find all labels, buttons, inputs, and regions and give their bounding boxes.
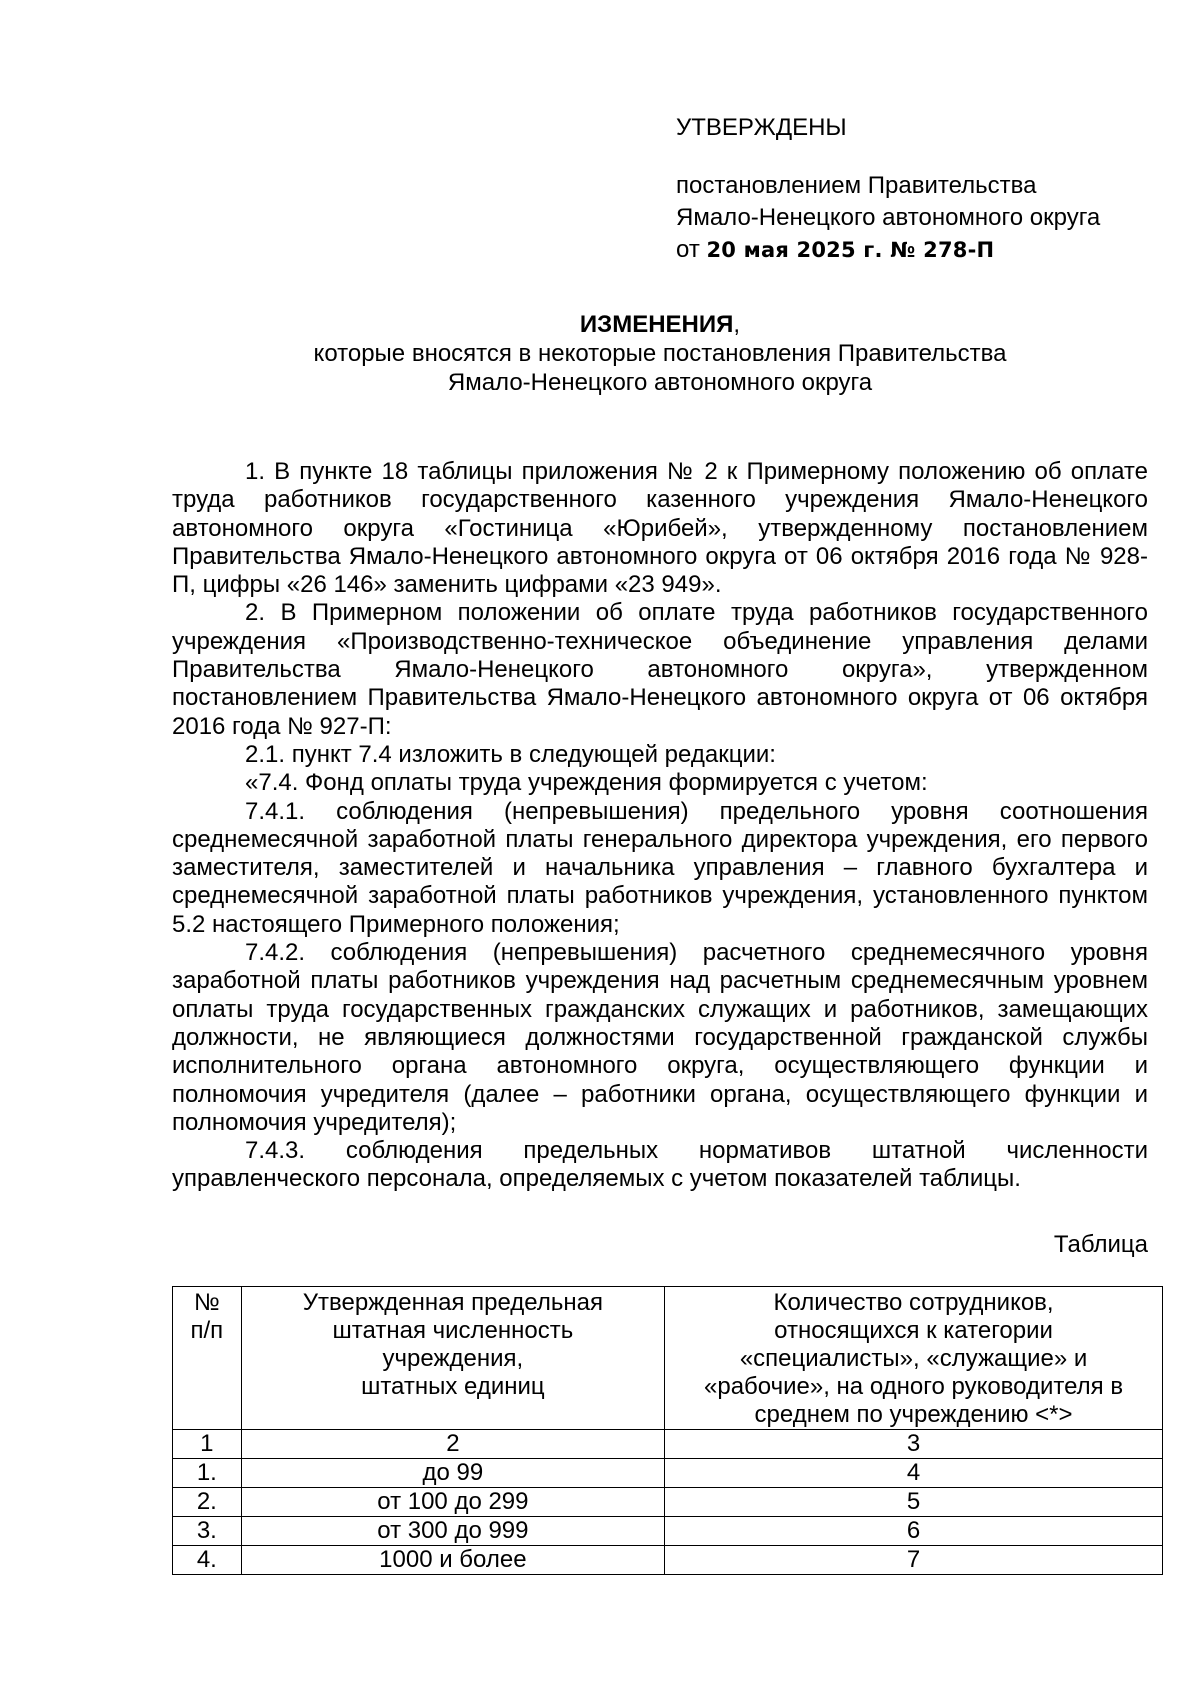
table-cell: 2. [173,1488,242,1517]
table-row [173,1546,1163,1575]
table-cell: 3. [173,1517,242,1546]
header-employees-per-manager: Количество сотрудников, относящихся к категории «специалисты», «служащие» и «рабочие», на одного руководителя в среднем по учреждению <*> [665,1287,1163,1430]
table-cell: 3 [665,1430,1163,1459]
paragraph-7-4-3: 7.4.3. соблюдения предельных нормативов штатной численности управленческого персонала, определяемых с учетом показателей таблицы. [172,1137,1148,1193]
paragraph-7-4-1: 7.4.1. соблюдения (непревышения) предельного уровня соотношения среднемесячной заработной платы генерального директора учреждения, его первого заместителя, заместителей и начальника управления – главного бухгалтера и среднемесячной заработной платы работников учреждения, установленного пунктом 5.2 настоящего Примерного положения; [172,797,1148,938]
table-row [173,1488,1163,1517]
table-cell: 1000 и более [241,1546,664,1575]
paragraph-7-4-2: 7.4.2. соблюдения (непревышения) расчетного среднемесячного уровня заработной платы работников учреждения над расчетным среднемесячным уровнем оплаты труда государственных гражданских служащих и работников, замещающих должности, не являющиеся должностями государственной гражданской службы исполнительного органа автономного округа, осуществляющего функции и полномочия учредителя (далее – работники органа, осуществляющего функции и полномочия учредителя); [172,939,1148,1136]
header-number: № п/п [173,1287,242,1430]
paragraph-2-1: 2.1. пункт 7.4 изложить в следующей редакции: [245,740,776,768]
approval-date-value: 20 мая 2025 г. № 278-П [706,238,995,262]
approval-line-1: постановлением Правительства [676,172,1037,199]
header-staff-limit: Утвержденная предельная штатная численность учреждения, штатных единиц [241,1287,664,1430]
table-cell: 4. [173,1546,242,1575]
paragraph-7-4: «7.4. Фонд оплаты труда учреждения формируется с учетом: [245,769,928,797]
table-header-row [173,1287,1163,1430]
approval-date-prefix: от [676,236,700,263]
document-body [172,458,1148,1194]
table-caption: Таблица [1053,1231,1148,1258]
document-title-text: ИЗМЕНЕНИЯ [579,311,734,338]
table-cell: 5 [665,1488,1163,1517]
table-cell: до 99 [241,1459,664,1488]
table-cell: от 300 до 999 [241,1517,664,1546]
paragraph-2: 2. В Примерном положении об оплате труда работников государственного учреждения «Производственно-техническое объединение управления делами Правительства Ямало-Ненецкого автономного округа», утвержденном постановлением Правительства Ямало-Ненецкого автономного округа от 06 октября 2016 года № 927-П: [172,599,1148,740]
approval-line-2: Ямало-Ненецкого автономного округа [676,204,1101,231]
table-cell: от 100 до 299 [241,1488,664,1517]
table-cell: 1 [173,1430,242,1459]
table-cell: 1. [173,1459,242,1488]
table-cell: 7 [665,1546,1163,1575]
table-cell: 4 [665,1459,1163,1488]
table-cell: 6 [665,1517,1163,1546]
approval-block [676,112,1100,266]
table-row [173,1517,1163,1546]
table-cell: 2 [241,1430,664,1459]
document-heading [172,310,1148,397]
paragraph-1: 1. В пункте 18 таблицы приложения № 2 к Примерному положению об оплате труда работников государственного казенного учреждения Ямало-Ненецкого автономного округа «Гостиница «Юрибей», утвержденному постановлением Правительства Ямало-Ненецкого автономного округа от 06 октября 2016 года № 928-П, цифры «26 146» заменить цифрами «23 949». [172,458,1148,599]
table-row [173,1430,1163,1459]
document-title-comma: , [733,311,741,338]
document-subtitle-2: Ямало-Ненецкого автономного округа [447,369,873,396]
table-row [173,1459,1163,1488]
approval-date-line [676,234,1100,266]
staff-norms-table [172,1286,1163,1575]
document-title [172,310,1148,339]
approval-title: УТВЕРЖДЕНЫ [676,114,847,141]
document-subtitle-1: которые вносятся в некоторые постановления Правительства [313,340,1007,367]
